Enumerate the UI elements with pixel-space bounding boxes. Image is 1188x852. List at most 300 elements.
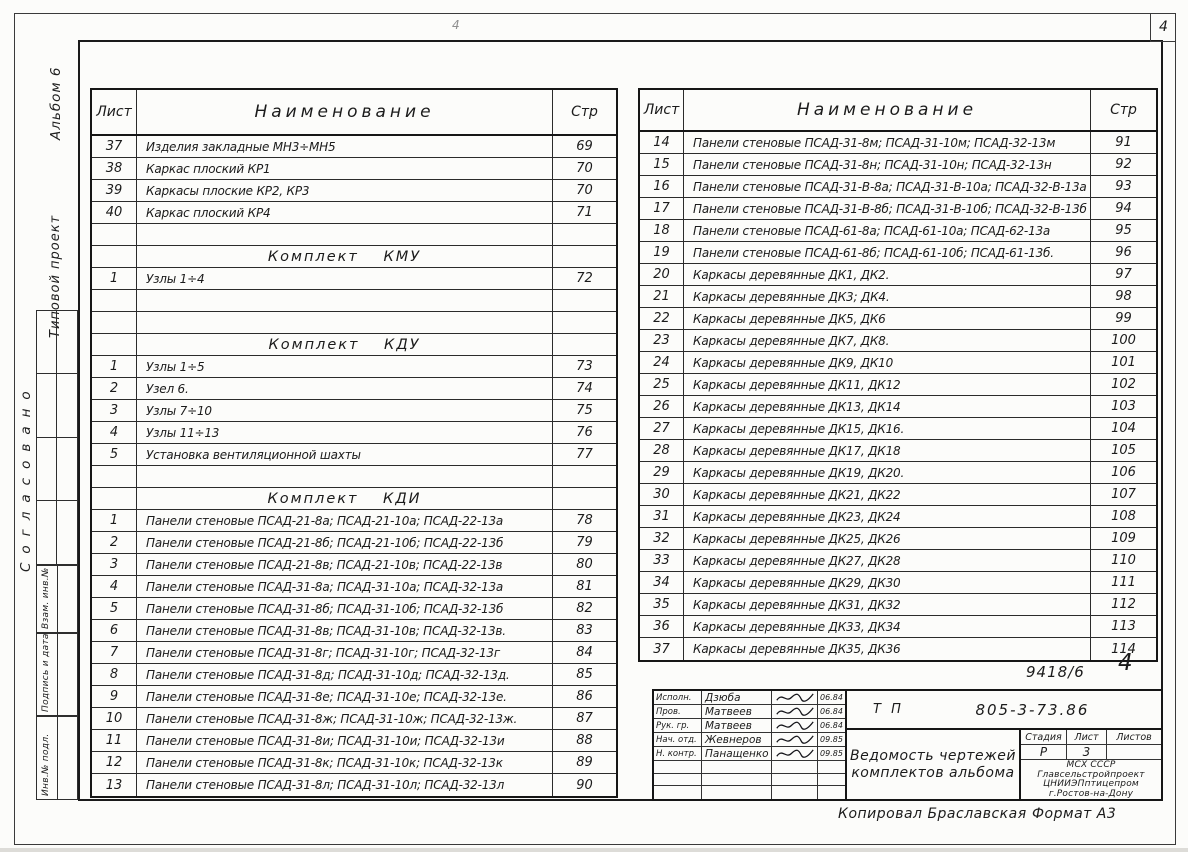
table-row <box>640 154 1156 176</box>
sheet-label: Лист <box>1067 730 1107 744</box>
cell-page-number: 78 <box>552 510 616 531</box>
cell-name <box>137 290 552 311</box>
sheet-value: 3 <box>1067 745 1107 759</box>
table-row <box>92 136 616 158</box>
cell-name: Каркасы деревянные ДК17, ДК18 <box>693 443 901 458</box>
table-row <box>640 440 1156 462</box>
cell-sheet-number <box>92 246 137 267</box>
title-block <box>652 689 1163 801</box>
cell-sheet-number: 31 <box>640 506 684 527</box>
cell-sheet-number: 15 <box>640 154 684 175</box>
table-row <box>640 506 1156 528</box>
table-row <box>92 224 616 246</box>
cell-role: Нач. отд. <box>654 733 702 746</box>
cell-sheet-number <box>92 224 137 245</box>
stage-sheet-header <box>1021 730 1161 745</box>
cell-page-number <box>552 312 616 333</box>
cell-name: Панели стеновые ПСАД-21-8б; ПСАД-21-10б; ПСАД-22-13б <box>146 535 504 550</box>
organization-line: г.Ростов-на-Дону <box>1048 788 1134 799</box>
empty-cell <box>57 438 77 501</box>
table-row <box>640 242 1156 264</box>
empty-cell <box>37 374 57 437</box>
cell-page-number: 102 <box>1090 374 1156 395</box>
table-header <box>92 90 616 136</box>
stage-value: Р <box>1021 745 1067 759</box>
table-row <box>640 176 1156 198</box>
cell-sheet-number: 21 <box>640 286 684 307</box>
drawings-table-left <box>90 88 618 798</box>
cell-role <box>654 774 702 786</box>
organization-block <box>1021 760 1161 799</box>
copied-by-note: Копировал Браславская <box>838 806 1027 822</box>
table-row <box>92 510 616 532</box>
cell-sheet-number: 33 <box>640 550 684 571</box>
cell-sheet-number: 26 <box>640 396 684 417</box>
organization-line: ЦНИИЭПптицепром <box>1043 779 1139 789</box>
cell-sheet-number: 2 <box>92 532 137 553</box>
cell-page-number: 84 <box>552 642 616 663</box>
cell-name: Каркасы деревянные ДК23, ДК24 <box>693 509 901 524</box>
cell-person-name: Матвеев <box>702 719 772 732</box>
cell-name: Каркасы деревянные ДК35, ДК36 <box>693 642 901 656</box>
cell-name: Узлы 1÷4 <box>146 271 205 286</box>
cell-name: Панели стеновые ПСАД-31-8б; ПСАД-31-10б; ПСАД-32-13б <box>146 601 504 616</box>
signature-row <box>654 691 845 705</box>
empty-cell <box>57 311 77 374</box>
cell-sheet-number: 14 <box>640 132 684 153</box>
page-number: 4 <box>1159 19 1168 35</box>
cell-name: Каркасы деревянные ДК1, ДК2. <box>693 267 890 282</box>
cell-sheet-number: 8 <box>92 664 137 685</box>
cell-sheet-number: 13 <box>92 774 137 796</box>
cell-name: Каркасы деревянные ДК31, ДК32 <box>693 597 901 612</box>
empty-cell <box>57 717 58 799</box>
cell-name: Узлы 1÷5 <box>146 359 205 374</box>
drawings-table-right <box>638 88 1158 662</box>
cell-page-number: 88 <box>552 730 616 751</box>
signature-row <box>654 719 845 733</box>
cell-page-number: 93 <box>1090 176 1156 197</box>
cell-sheet-number: 24 <box>640 352 684 373</box>
col-header-name: Наименование <box>796 100 978 120</box>
cell-sheet-number: 40 <box>92 202 137 223</box>
cell-name: Панели стеновые ПСАД-31-8и; ПСАД-31-10и; ПСАД-32-13и <box>146 733 505 748</box>
document-code-mark: 4 <box>1118 650 1133 676</box>
cell-page-number: 110 <box>1090 550 1156 571</box>
table-row <box>640 638 1156 660</box>
cell-page-number: 109 <box>1090 528 1156 549</box>
cell-page-number: 96 <box>1090 242 1156 263</box>
cell-name: Узлы 7÷10 <box>146 403 212 418</box>
empty-cell <box>57 634 58 715</box>
cell-name: Панели стеновые ПСАД-31-8в; ПСАД-31-10в; ПСАД-32-13в. <box>146 623 506 638</box>
inv-podl-label: Инв.№ подл. <box>41 733 51 796</box>
cell-page-number: 95 <box>1090 220 1156 241</box>
cell-sheet-number: 1 <box>92 268 137 289</box>
page-number-box <box>1150 13 1176 42</box>
table-row <box>92 246 616 268</box>
cell-page-number: 104 <box>1090 418 1156 439</box>
cell-page-number: 94 <box>1090 198 1156 219</box>
cell-page-number: 99 <box>1090 308 1156 329</box>
cell-page-number: 100 <box>1090 330 1156 351</box>
cell-name: Изделия закладные МН3÷МН5 <box>146 139 336 154</box>
cell-person-name: Жевнеров <box>702 733 772 746</box>
cell-name: Панели стеновые ПСАД-31-8н; ПСАД-31-10н; ПСАД-32-13н <box>693 157 1052 172</box>
signature-scribble-icon <box>772 719 818 732</box>
cell-name: Панели стеновые ПСАД-31-8д; ПСАД-31-10д; ПСАД-32-13д. <box>146 667 510 682</box>
document-title <box>847 730 1021 799</box>
table-row <box>640 396 1156 418</box>
col-header-sheet: Лист <box>640 90 684 130</box>
table-row <box>92 202 616 224</box>
table-row <box>640 484 1156 506</box>
stage-sheet-block <box>1021 730 1161 799</box>
cell-page-number: 114 <box>1090 638 1156 660</box>
project-type-margin-label: Типовой проект <box>48 214 63 338</box>
cell-page-number <box>552 224 616 245</box>
cell-date: 09.85 <box>820 749 843 758</box>
cell-page-number: 75 <box>552 400 616 421</box>
cell-date <box>818 786 845 799</box>
podpis-data-label: Подпись и дата <box>41 633 51 712</box>
cell-page-number: 90 <box>552 774 616 796</box>
cell-person-name: Панащенко <box>702 747 772 760</box>
cell-page-number: 70 <box>552 180 616 201</box>
cell-sheet-number: 4 <box>92 576 137 597</box>
title-block-lower <box>847 730 1161 799</box>
signature-scribble-icon <box>772 786 818 799</box>
cell-page-number: 69 <box>552 136 616 157</box>
cell-sheet-number: 5 <box>92 444 137 465</box>
cell-sheet-number: 32 <box>640 528 684 549</box>
cell-page-number: 103 <box>1090 396 1156 417</box>
agreed-label: Согласовано <box>18 382 34 572</box>
tp-label: Т П <box>873 702 904 717</box>
cell-sheet-number: 38 <box>92 158 137 179</box>
cell-sheet-number: 22 <box>640 308 684 329</box>
table-body <box>92 136 616 796</box>
document-title-line1: Ведомость чертежей <box>849 747 1016 764</box>
cell-date: 06.84 <box>820 721 843 730</box>
cell-page-number: 72 <box>552 268 616 289</box>
cell-sheet-number <box>92 334 137 355</box>
cell-name: Каркас плоский КР1 <box>146 161 271 176</box>
cell-role: Н. контр. <box>654 747 702 760</box>
cell-page-number: 70 <box>552 158 616 179</box>
table-row <box>92 532 616 554</box>
cell-sheet-number: 6 <box>92 620 137 641</box>
top-center-pencil-mark: 4 <box>452 18 460 32</box>
empty-cell <box>37 311 57 374</box>
cell-page-number <box>552 466 616 487</box>
signature-row <box>654 774 845 787</box>
format-note: Формат А3 <box>1032 806 1117 822</box>
table-row <box>640 550 1156 572</box>
signature-row <box>654 733 845 747</box>
cell-role <box>654 786 702 799</box>
cell-name: Комплект КМУ <box>267 248 422 265</box>
table-row <box>640 616 1156 638</box>
cell-person-name <box>702 774 772 786</box>
document-title-line2: комплектов альбома <box>851 764 1015 781</box>
cell-name <box>137 224 552 245</box>
cell-sheet-number: 2 <box>92 378 137 399</box>
cell-page-number: 82 <box>552 598 616 619</box>
cell-page-number: 83 <box>552 620 616 641</box>
cell-page-number: 108 <box>1090 506 1156 527</box>
cell-sheet-number: 23 <box>640 330 684 351</box>
table-row <box>92 158 616 180</box>
signature-scribble-icon <box>772 747 818 760</box>
table-row <box>92 642 616 664</box>
cell-page-number: 77 <box>552 444 616 465</box>
cell-sheet-number: 28 <box>640 440 684 461</box>
cell-name: Панели стеновые ПСАД-21-8а; ПСАД-21-10а; ПСАД-22-13а <box>146 513 504 528</box>
cell-sheet-number: 12 <box>92 752 137 773</box>
table-row <box>640 220 1156 242</box>
signature-scribble-icon <box>772 761 818 773</box>
cell-name: Панели стеновые ПСАД-31-8к; ПСАД-31-10к; ПСАД-32-13к <box>146 755 503 770</box>
cell-name: Панели стеновые ПСАД-31-8ж; ПСАД-31-10ж; ПСАД-32-13ж. <box>146 711 518 726</box>
cell-date <box>818 774 845 786</box>
cell-page-number: 112 <box>1090 594 1156 615</box>
approval-grid <box>36 310 78 565</box>
cell-name: Каркасы деревянные ДК5, ДК6 <box>693 311 886 326</box>
signature-scribble-icon <box>772 774 818 786</box>
cell-role: Рук. гр. <box>654 719 702 732</box>
cell-sheet-number: 1 <box>92 356 137 377</box>
cell-page-number: 71 <box>552 202 616 223</box>
cell-page-number: 73 <box>552 356 616 377</box>
cell-page-number: 81 <box>552 576 616 597</box>
cell-sheet-number: 11 <box>92 730 137 751</box>
cell-page-number: 80 <box>552 554 616 575</box>
col-header-sheet: Лист <box>92 90 137 134</box>
cell-name: Комплект КДИ <box>267 490 422 507</box>
signature-scribble-icon <box>772 705 818 718</box>
cell-person-name <box>702 761 772 773</box>
cell-name: Панели стеновые ПСАД-61-8а; ПСАД-61-10а; ПСАД-62-13а <box>693 223 1051 238</box>
cell-name: Каркасы деревянные ДК15, ДК16. <box>693 421 905 436</box>
cell-sheet-number: 37 <box>92 136 137 157</box>
table-row <box>640 418 1156 440</box>
table-row <box>640 462 1156 484</box>
cell-name: Каркасы деревянные ДК13, ДК14 <box>693 399 901 414</box>
cell-sheet-number: 34 <box>640 572 684 593</box>
cell-page-number: 111 <box>1090 572 1156 593</box>
table-header <box>640 90 1156 132</box>
cell-sheet-number: 10 <box>92 708 137 729</box>
cell-person-name: Матвеев <box>702 705 772 718</box>
col-header-name: Наименование <box>254 102 435 122</box>
table-row <box>92 664 616 686</box>
cell-name: Установка вентиляционной шахты <box>146 447 361 462</box>
cell-sheet-number: 27 <box>640 418 684 439</box>
sheets-label: Листов <box>1116 731 1152 743</box>
cell-name: Каркасы деревянные ДК29, ДК30 <box>693 575 901 590</box>
cell-name: Панели стеновые ПСАД-31-В-8б; ПСАД-31-В-10б; ПСАД-32-В-13б <box>693 201 1087 216</box>
cell-page-number: 106 <box>1090 462 1156 483</box>
signature-row <box>654 786 845 799</box>
cell-sheet-number: 7 <box>92 642 137 663</box>
project-code: 805-3-73.86 <box>975 700 1090 719</box>
table-row <box>92 180 616 202</box>
cell-name <box>137 312 552 333</box>
table-row <box>92 554 616 576</box>
cell-person-name <box>702 786 772 799</box>
table-row <box>640 528 1156 550</box>
scan-edge <box>0 848 1188 852</box>
cell-page-number <box>552 290 616 311</box>
table-row <box>92 752 616 774</box>
table-row <box>92 620 616 642</box>
table-row <box>640 286 1156 308</box>
cell-sheet-number: 29 <box>640 462 684 483</box>
table-row <box>640 308 1156 330</box>
cell-page-number: 74 <box>552 378 616 399</box>
project-code-cell <box>847 691 1161 730</box>
cell-sheet-number: 37 <box>640 638 684 660</box>
table-row <box>92 356 616 378</box>
cell-name: Каркасы деревянные ДК9, ДК10 <box>693 355 894 370</box>
cell-name: Панели стеновые ПСАД-31-8е; ПСАД-31-10е; ПСАД-32-13е. <box>146 689 507 704</box>
cell-page-number: 101 <box>1090 352 1156 373</box>
cell-sheet-number: 9 <box>92 686 137 707</box>
table-row <box>92 598 616 620</box>
empty-cell <box>37 501 57 564</box>
cell-sheet-number <box>92 466 137 487</box>
cell-name: Комплект КДУ <box>268 336 421 353</box>
cell-page-number: 107 <box>1090 484 1156 505</box>
cell-sheet-number: 5 <box>92 598 137 619</box>
empty-cell <box>37 438 57 501</box>
cell-sheet-number <box>92 488 137 509</box>
table-row <box>92 708 616 730</box>
cell-date <box>818 761 845 773</box>
signature-row <box>654 705 845 719</box>
table-row <box>640 374 1156 396</box>
organization-line: МСХ СССР <box>1066 760 1116 770</box>
cell-sheet-number: 30 <box>640 484 684 505</box>
cell-name: Панели стеновые ПСАД-31-В-8а; ПСАД-31-В-10а; ПСАД-32-В-13а <box>693 179 1087 194</box>
table-row <box>92 290 616 312</box>
organization-line: Главсельстройпроект <box>1037 769 1145 780</box>
cell-role: Исполн. <box>654 691 702 704</box>
cell-sheet-number: 35 <box>640 594 684 615</box>
title-block-right <box>847 691 1161 799</box>
cell-name: Каркасы деревянные ДК7, ДК8. <box>693 333 890 348</box>
stage-sheet-values <box>1021 745 1161 760</box>
table-row <box>92 334 616 356</box>
document-code: 9418/6 <box>1026 663 1085 681</box>
cell-role <box>654 761 702 773</box>
cell-name: Каркас плоский КР4 <box>146 205 271 220</box>
cell-sheet-number: 25 <box>640 374 684 395</box>
table-row <box>92 576 616 598</box>
table-row <box>92 774 616 796</box>
cell-page-number <box>552 488 616 509</box>
cell-page-number: 86 <box>552 686 616 707</box>
table-row <box>640 264 1156 286</box>
cell-name: Каркасы деревянные ДК33, ДК34 <box>693 619 901 634</box>
cell-sheet-number: 16 <box>640 176 684 197</box>
cell-page-number: 87 <box>552 708 616 729</box>
vzam-inv-label: Взам. инв.№ <box>41 567 51 629</box>
cell-page-number: 76 <box>552 422 616 443</box>
table-row <box>92 268 616 290</box>
cell-page-number: 92 <box>1090 154 1156 175</box>
cell-sheet-number: 19 <box>640 242 684 263</box>
table-row <box>640 198 1156 220</box>
cell-page-number: 89 <box>552 752 616 773</box>
cell-sheet-number: 3 <box>92 400 137 421</box>
cell-sheet-number <box>92 290 137 311</box>
table-row <box>92 378 616 400</box>
cell-date: 06.84 <box>820 707 843 716</box>
cell-sheet-number: 36 <box>640 616 684 637</box>
empty-cell <box>57 374 77 437</box>
cell-sheet-number: 39 <box>92 180 137 201</box>
cell-name: Каркасы плоские КР2, КР3 <box>146 183 310 198</box>
cell-sheet-number: 20 <box>640 264 684 285</box>
cell-name: Панели стеновые ПСАД-31-8л; ПСАД-31-10л; ПСАД-32-13л <box>146 778 505 792</box>
cell-sheet-number: 1 <box>92 510 137 531</box>
col-header-page: Стр <box>552 90 616 134</box>
signature-row <box>654 747 845 761</box>
cell-name: Узлы 11÷13 <box>146 425 220 440</box>
cell-name: Каркасы деревянные ДК3; ДК4. <box>693 289 890 304</box>
table-row <box>92 400 616 422</box>
signature-scribble-icon <box>772 733 818 746</box>
cell-date: 06.84 <box>820 693 843 702</box>
cell-name: Каркасы деревянные ДК21, ДК22 <box>693 487 901 502</box>
cell-sheet-number: 4 <box>92 422 137 443</box>
table-row <box>92 488 616 510</box>
table-row <box>640 132 1156 154</box>
table-body <box>640 132 1156 660</box>
cell-person-name: Дзюба <box>702 691 772 704</box>
table-row <box>92 312 616 334</box>
album-label: Альбом 6 <box>48 66 64 140</box>
cell-name: Каркасы деревянные ДК19, ДК20. <box>693 465 905 480</box>
cell-name: Каркасы деревянные ДК11, ДК12 <box>693 377 901 392</box>
cell-name: Каркасы деревянные ДК27, ДК28 <box>693 553 901 568</box>
cell-name: Узел 6. <box>146 381 189 396</box>
cell-name: Панели стеновые ПСАД-31-8м; ПСАД-31-10м; ПСАД-32-13м <box>693 135 1056 150</box>
cell-page-number: 91 <box>1090 132 1156 153</box>
signature-table <box>654 691 847 799</box>
stage-label: Стадия <box>1021 730 1067 744</box>
signature-scribble-icon <box>772 691 818 704</box>
cell-page-number: 98 <box>1090 286 1156 307</box>
cell-page-number: 113 <box>1090 616 1156 637</box>
cell-sheet-number: 17 <box>640 198 684 219</box>
empty-cell <box>57 501 77 564</box>
table-row <box>640 594 1156 616</box>
col-header-page: Стр <box>1090 90 1156 130</box>
cell-role: Пров. <box>654 705 702 718</box>
cell-page-number <box>552 246 616 267</box>
table-row <box>640 330 1156 352</box>
table-row <box>92 422 616 444</box>
cell-name: Панели стеновые ПСАД-21-8в; ПСАД-21-10в; ПСАД-22-13в <box>146 557 503 572</box>
table-row <box>92 686 616 708</box>
table-row <box>640 352 1156 374</box>
table-row <box>92 730 616 752</box>
cell-name <box>137 466 552 487</box>
table-row <box>92 444 616 466</box>
